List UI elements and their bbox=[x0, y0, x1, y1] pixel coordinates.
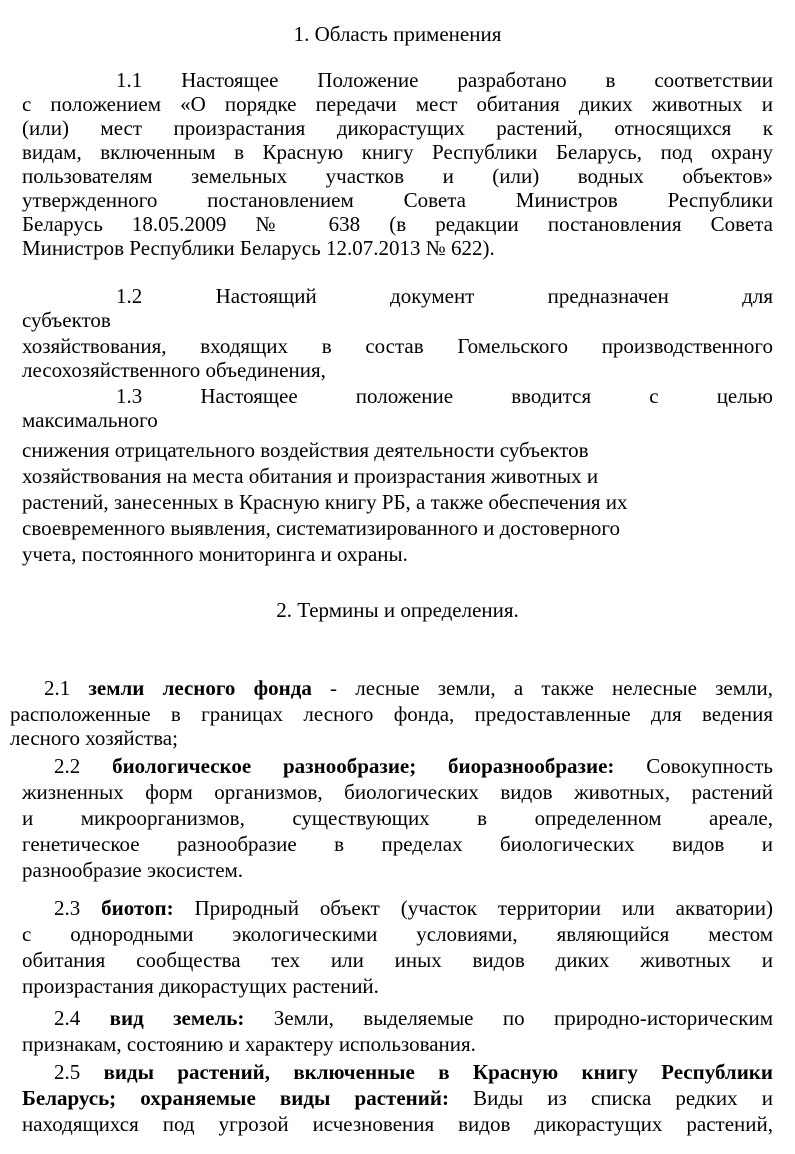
term-2-1-definition-start: - лесные земли, а также нелесные земли, bbox=[311, 676, 773, 700]
term-2-2-definition-start: Совокупность bbox=[614, 754, 773, 778]
term-2-3-line-1 bbox=[54, 896, 773, 920]
term-2-1-line-3: лесного хозяйства; bbox=[10, 726, 178, 750]
paragraph-1-1-line-5: пользователям земельных участков и (или) водных объектов» bbox=[22, 164, 773, 188]
paragraph-1-2-line-2: субъектов bbox=[22, 308, 111, 332]
term-2-5-title: виды растений, включенные в Красную книгу Республики bbox=[103, 1060, 773, 1084]
term-2-3-definition-start: Природный объект (участок территории или акватории) bbox=[173, 896, 773, 920]
term-2-1-title: земли лесного фонда bbox=[88, 676, 312, 700]
paragraph-1-3-line-4: хозяйствования на места обитания и произрастания животных и bbox=[22, 464, 599, 488]
term-2-3-line-3: обитания сообщества тех или иных видов диких животных и bbox=[22, 948, 773, 972]
term-2-2-number: 2.2 bbox=[54, 754, 113, 778]
section-2-heading: 2. Термины и определения. bbox=[276, 598, 519, 622]
paragraph-1-3-line-6: своевременного выявления, систематизированного и достоверного bbox=[22, 516, 620, 540]
paragraph-1-2-line-1: 1.2 Настоящий документ предназначен для bbox=[116, 284, 773, 308]
term-2-1-line-1 bbox=[44, 676, 773, 700]
paragraph-1-1-line-1: 1.1 Настоящее Положение разработано в соответствии bbox=[116, 68, 773, 92]
paragraph-1-2-line-4: лесохозяйственного объединения, bbox=[22, 358, 326, 382]
term-2-5-line-3: находящихся под угрозой исчезновения видов дикорастущих растений, bbox=[22, 1112, 773, 1136]
term-2-2-line-2: жизненных форм организмов, биологических видов животных, растений bbox=[22, 780, 773, 804]
term-2-1-number: 2.1 bbox=[44, 676, 89, 700]
term-2-3-number: 2.3 bbox=[54, 896, 102, 920]
term-2-5-definition-start: Виды из списка редких и bbox=[448, 1086, 773, 1110]
term-2-5-number: 2.5 bbox=[54, 1060, 104, 1084]
term-2-2-line-1 bbox=[54, 754, 773, 778]
term-2-4-number: 2.4 bbox=[54, 1006, 110, 1030]
paragraph-1-3-line-2: максимального bbox=[22, 408, 158, 432]
term-2-2-line-4: генетическое разнообразие в пределах биологических видов и bbox=[22, 832, 773, 856]
term-2-3-line-2: с однородными экологическими условиями, являющийся местом bbox=[22, 922, 773, 946]
term-2-4-title: вид земель: bbox=[109, 1006, 245, 1030]
term-2-5-line-2 bbox=[22, 1086, 773, 1110]
term-2-4-line-1 bbox=[54, 1006, 773, 1030]
paragraph-1-1-line-3: (или) мест произрастания дикорастущих растений, относящихся к bbox=[22, 116, 773, 140]
term-2-1-line-2: расположенные в границах лесного фонда, предоставленные для ведения bbox=[10, 702, 773, 726]
term-2-5-line-1 bbox=[54, 1060, 773, 1084]
term-2-2-line-3: и микроорганизмов, существующих в определенном ареале, bbox=[22, 806, 773, 830]
term-2-5-title-continued: Беларусь; охраняемые виды растений: bbox=[22, 1086, 449, 1110]
term-2-3-line-4: произрастания дикорастущих растений. bbox=[22, 974, 379, 998]
paragraph-1-1-line-4: видам, включенным в Красную книгу Республики Беларусь, под охрану bbox=[22, 140, 773, 164]
section-1-heading: 1. Область применения bbox=[293, 22, 502, 46]
paragraph-1-3-line-3: снижения отрицательного воздействия деятельности субъектов bbox=[22, 438, 589, 462]
paragraph-1-1-line-2: с положением «О порядке передачи мест обитания диких животных и bbox=[22, 92, 773, 116]
paragraph-1-3-line-7: учета, постоянного мониторинга и охраны. bbox=[22, 542, 408, 566]
paragraph-1-3-line-5: растений, занесенных в Красную книгу РБ, а также обеспечения их bbox=[22, 490, 628, 514]
paragraph-1-1-line-7: Беларусь 18.05.2009 № 638 (в редакции постановления Совета bbox=[22, 212, 773, 236]
term-2-4-line-2: признакам, состоянию и характеру использования. bbox=[22, 1032, 476, 1056]
paragraph-1-1-line-8: Министров Республики Беларусь 12.07.2013 № 622). bbox=[22, 236, 495, 260]
term-2-4-definition-start: Земли, выделяемые по природно-историческим bbox=[244, 1006, 773, 1030]
paragraph-1-3-line-1: 1.3 Настоящее положение вводится с целью bbox=[116, 384, 773, 408]
term-2-3-title: биотоп: bbox=[101, 896, 174, 920]
paragraph-1-1-line-6: утвержденного постановлением Совета Министров Республики bbox=[22, 188, 773, 212]
paragraph-1-2-line-3: хозяйствования, входящих в состав Гомельского производственного bbox=[22, 334, 773, 358]
term-2-2-title: биологическое разнообразие; биоразнообразие: bbox=[112, 754, 615, 778]
term-2-2-line-5: разнообразие экосистем. bbox=[22, 858, 244, 882]
